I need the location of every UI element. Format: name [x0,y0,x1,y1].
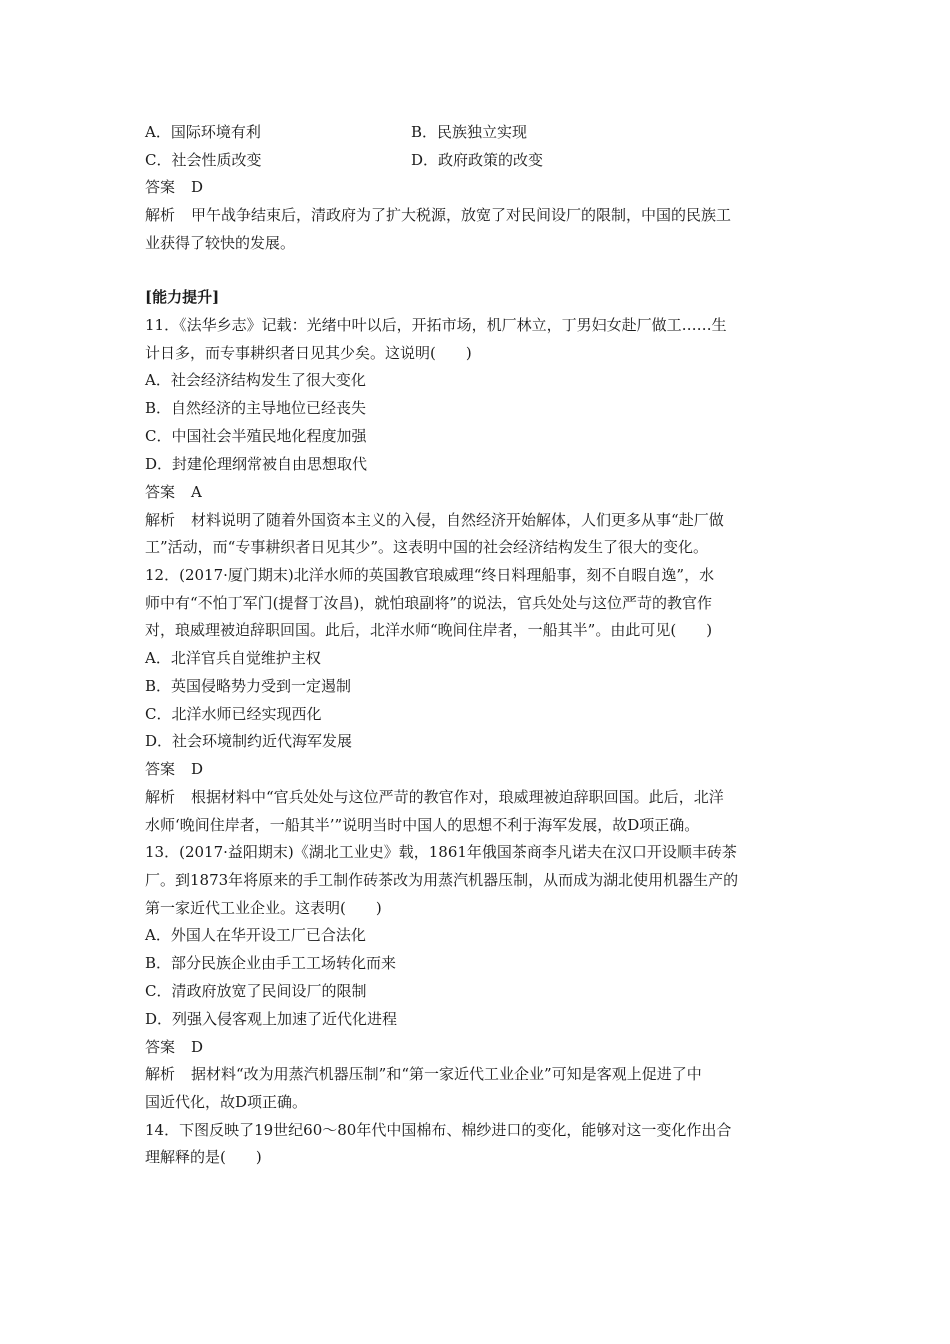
answer-label: 答案 [145,483,176,501]
q11-option-c: C．中国社会半殖民地化程度加强 [145,427,367,445]
q13-option-a: A．外国人在华开设工厂已合法化 [145,926,366,944]
answer-label: 答案 [145,1038,176,1056]
q10-option-b: B．民族独立实现 [411,123,528,141]
q12-stem-line-1: 12．(2017·厦门期末)北洋水师的英国教官琅威理“终日料理船事，刻不自暇自逸”，水 [145,566,715,584]
q14-stem-line-1: 14．下图反映了19世纪60～80年代中国棉布、棉纱进口的变化，能够对这一变化作出合 [145,1121,732,1139]
q11-option-b: B．自然经济的主导地位已经丧失 [145,399,367,417]
q13-stem-line-2: 厂。到1873年将原来的手工制作砖茶改为用蒸汽机器压制，从而成为湖北使用机器生产的 [145,871,739,889]
q10-answer [145,177,203,197]
answer-label: 答案 [145,178,176,196]
q12-analysis-line-2: 水师‘晚间住岸者，一船其半’”说明当时中国人的思想不利于海军发展，故D项正确。 [145,816,700,834]
q12-stem-line-3: 对，琅威理被迫辞职回国。此后，北洋水师“晚间住岸者，一船其半”。由此可见( ) [145,621,713,639]
analysis-label: 解析 [145,206,176,224]
analysis-label: 解析 [145,788,176,806]
q12-option-b: B．英国侵略势力受到一定遏制 [145,677,352,695]
q11-analysis-line-2: 工”活动，而“专事耕织者日见其少”。这表明中国的社会经济结构发生了很大的变化。 [145,538,709,556]
q11-stem-line-2: 计日多，而专事耕织者日见其少矣。这说明( ) [145,344,472,362]
analysis-text: 甲午战争结束后，清政府为了扩大税源，放宽了对民间设厂的限制，中国的民族工 [191,206,732,224]
analysis-text: 据材料“改为用蒸汽机器压制”和“第一家近代工业企业”可知是客观上促进了中 [191,1065,702,1083]
q13-option-b: B．部分民族企业由手工工场转化而来 [145,954,397,972]
answer-value: D [191,1038,204,1056]
q10-analysis-line-2: 业获得了较快的发展。 [145,234,296,252]
q13-option-c: C．清政府放宽了民间设厂的限制 [145,982,367,1000]
q12-answer [145,759,203,779]
q10-option-c: C．社会性质改变 [145,151,262,169]
q12-stem-line-2: 师中有“不怕丁军门(提督丁汝昌)，就怕琅副将”的说法，官兵处处与这位严苛的教官作 [145,594,713,612]
analysis-text: 材料说明了随着外国资本主义的入侵，自然经济开始解体，人们更多从事“赴厂做 [191,511,724,529]
q11-option-d: D．封建伦理纲常被自由思想取代 [145,455,368,473]
q13-answer [145,1037,203,1057]
q12-option-d: D．社会环境制约近代海军发展 [145,732,353,750]
analysis-label: 解析 [145,1065,176,1083]
answer-value: D [191,178,204,196]
section-title: [能力提升] [145,288,220,306]
answer-label: 答案 [145,760,176,778]
q13-stem-line-1: 13．(2017·益阳期末)《湖北工业史》载，1861年俄国茶商李凡诺夫在汉口开设顺丰砖茶 [145,843,737,861]
analysis-text: 根据材料中“官兵处处与这位严苛的教官作对，琅威理被迫辞职回国。此后，北洋 [191,788,724,806]
q10-analysis-line-1 [145,205,731,225]
q14-stem-line-2: 理解释的是( ) [145,1148,262,1166]
answer-value: A [191,483,202,501]
q13-analysis-line-2: 国近代化，故D项正确。 [145,1093,308,1111]
q13-stem-line-3: 第一家近代工业企业。这表明( ) [145,899,382,917]
analysis-label: 解析 [145,511,176,529]
q13-option-d: D．列强入侵客观上加速了近代化进程 [145,1010,398,1028]
q13-analysis-line-1 [145,1064,702,1084]
q10-option-d: D．政府政策的改变 [411,151,544,169]
q12-option-a: A．北洋官兵自觉维护主权 [145,649,321,667]
q11-answer [145,482,202,502]
q11-analysis-line-1 [145,510,724,530]
q10-option-a: A．国际环境有利 [145,123,261,141]
q11-stem-line-1: 11．《法华乡志》记载：光绪中叶以后，开拓市场，机厂林立，丁男妇女赴厂做工……生 [145,316,727,334]
q12-option-c: C．北洋水师已经实现西化 [145,705,322,723]
q12-analysis-line-1 [145,787,724,807]
answer-value: D [191,760,204,778]
q11-option-a: A．社会经济结构发生了很大变化 [145,371,366,389]
